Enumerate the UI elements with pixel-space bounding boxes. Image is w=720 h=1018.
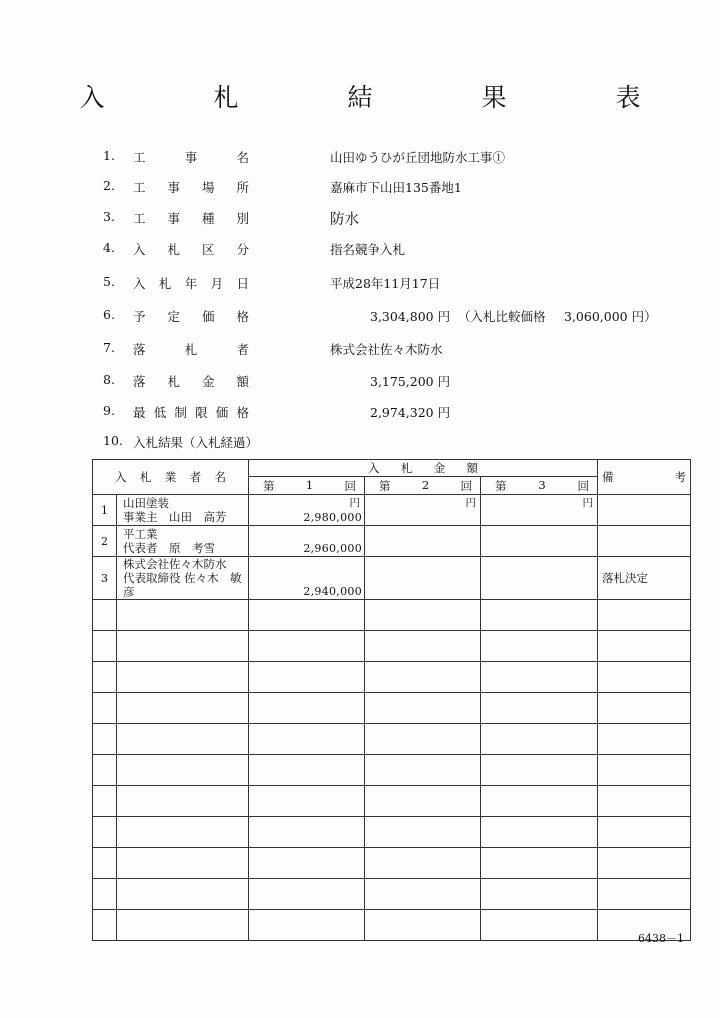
row-number: 3 xyxy=(93,557,117,600)
info-row-winning-bidder xyxy=(0,340,720,360)
remark-cell xyxy=(598,526,691,557)
info-label: 入札結果（入札経過） xyxy=(133,435,259,450)
round-3-amount xyxy=(481,495,598,526)
round-1-amount xyxy=(249,526,365,557)
amount-header: 入 札 金 額 xyxy=(249,460,598,477)
amount-value: 2,940,000 xyxy=(303,585,362,598)
round-2-header: 第 2 回 xyxy=(365,477,481,495)
info-row-project-name xyxy=(0,148,720,168)
empty-row xyxy=(93,662,691,693)
representative: 事業主 山田 高芳 xyxy=(123,510,227,524)
yen-unit: 円 xyxy=(465,497,476,509)
info-row-bid-date xyxy=(0,274,720,294)
bidder-cell xyxy=(117,557,249,600)
round-3-amount xyxy=(481,557,598,600)
info-value: 嘉麻市下山田135番地1 xyxy=(330,180,462,195)
info-number: 1. xyxy=(103,148,115,163)
info-value: 2,974,320 円 xyxy=(370,405,451,420)
table-row xyxy=(93,495,691,526)
bidder-header: 入 札 業 者 名 xyxy=(93,460,249,495)
info-label: 工 事 種 別 xyxy=(133,211,249,226)
yen-unit: 円 xyxy=(582,497,593,509)
remarks-header: 備 考 xyxy=(598,460,691,495)
page-title: 入 札 結 果 表 xyxy=(79,83,683,112)
info-label: 工 事 場 所 xyxy=(133,180,249,195)
info-value: 防水 xyxy=(330,212,359,228)
info-label: 最 低 制 限 価 格 xyxy=(133,405,249,420)
bidder-cell xyxy=(117,526,249,557)
info-number: 7. xyxy=(103,340,115,355)
info-number: 2. xyxy=(103,178,115,193)
empty-row xyxy=(93,693,691,724)
price-note-label: （入札比較価格 xyxy=(458,309,546,324)
amount-value: 2,960,000 xyxy=(303,542,362,555)
info-number: 8. xyxy=(103,372,115,387)
info-label: 予 定 価 格 xyxy=(133,309,249,324)
empty-row xyxy=(93,631,691,662)
remark-cell xyxy=(598,495,691,526)
company-name: 山田塗装 xyxy=(123,496,169,510)
round-1-header: 第 1 回 xyxy=(249,477,365,495)
amount-value: 2,980,000 xyxy=(303,511,362,524)
row-number: 2 xyxy=(93,526,117,557)
row-number: 1 xyxy=(93,495,117,526)
info-label: 落 札 金 額 xyxy=(133,374,249,389)
round-3-amount xyxy=(481,526,598,557)
info-number: 10. xyxy=(103,433,123,448)
bidder-cell xyxy=(117,495,249,526)
info-row-work-type xyxy=(0,209,720,229)
info-number: 9. xyxy=(103,403,115,418)
round-2-amount xyxy=(365,495,481,526)
project-info xyxy=(0,0,720,460)
empty-row xyxy=(93,817,691,848)
empty-row xyxy=(93,600,691,631)
info-row-minimum-price xyxy=(0,403,720,423)
representative: 代表者 原 考雪 xyxy=(123,541,215,555)
info-label: 工 事 名 xyxy=(133,150,249,165)
round-1-amount xyxy=(249,495,365,526)
info-value: 平成28年11月17日 xyxy=(330,276,441,291)
table-row xyxy=(93,526,691,557)
company-name: 平工業 xyxy=(123,527,158,541)
info-row-winning-amount xyxy=(0,372,720,392)
empty-row xyxy=(93,786,691,817)
info-number: 6. xyxy=(103,307,115,322)
round-3-header: 第 3 回 xyxy=(481,477,598,495)
price-note-value: 3,060,000 円） xyxy=(564,309,657,324)
info-value: 3,304,800 円 xyxy=(370,309,451,324)
info-label: 入 札 区 分 xyxy=(133,242,249,257)
remark-cell: 落札決定 xyxy=(598,557,691,600)
empty-row xyxy=(93,848,691,879)
info-value: 指名競争入札 xyxy=(330,242,406,257)
empty-row xyxy=(93,910,691,941)
info-row-estimated-price xyxy=(0,307,720,327)
table-row xyxy=(93,557,691,600)
bid-results-table xyxy=(92,459,691,941)
page-number: 6438－1 xyxy=(638,932,684,945)
info-label: 落 札 者 xyxy=(133,342,249,357)
yen-unit: 円 xyxy=(349,497,360,509)
info-number: 5. xyxy=(103,274,115,289)
info-value: 山田ゆうひが丘団地防水工事① xyxy=(330,150,506,165)
round-2-amount xyxy=(365,557,481,600)
company-name: 株式会社佐々木防水 xyxy=(123,557,227,571)
info-row-location xyxy=(0,178,720,198)
info-value: 株式会社佐々木防水 xyxy=(330,342,443,357)
info-label: 入 札 年 月 日 xyxy=(133,276,249,291)
round-2-amount xyxy=(365,526,481,557)
info-number: 3. xyxy=(103,209,115,224)
info-number: 4. xyxy=(103,240,115,255)
info-value: 3,175,200 円 xyxy=(370,374,451,389)
info-row-bid-type xyxy=(0,240,720,260)
empty-row xyxy=(93,755,691,786)
representative: 代表取締役 佐々木 敏彦 xyxy=(123,571,242,599)
empty-row xyxy=(93,724,691,755)
empty-row xyxy=(93,879,691,910)
info-row-bid-results xyxy=(0,433,720,453)
round-1-amount xyxy=(249,557,365,600)
